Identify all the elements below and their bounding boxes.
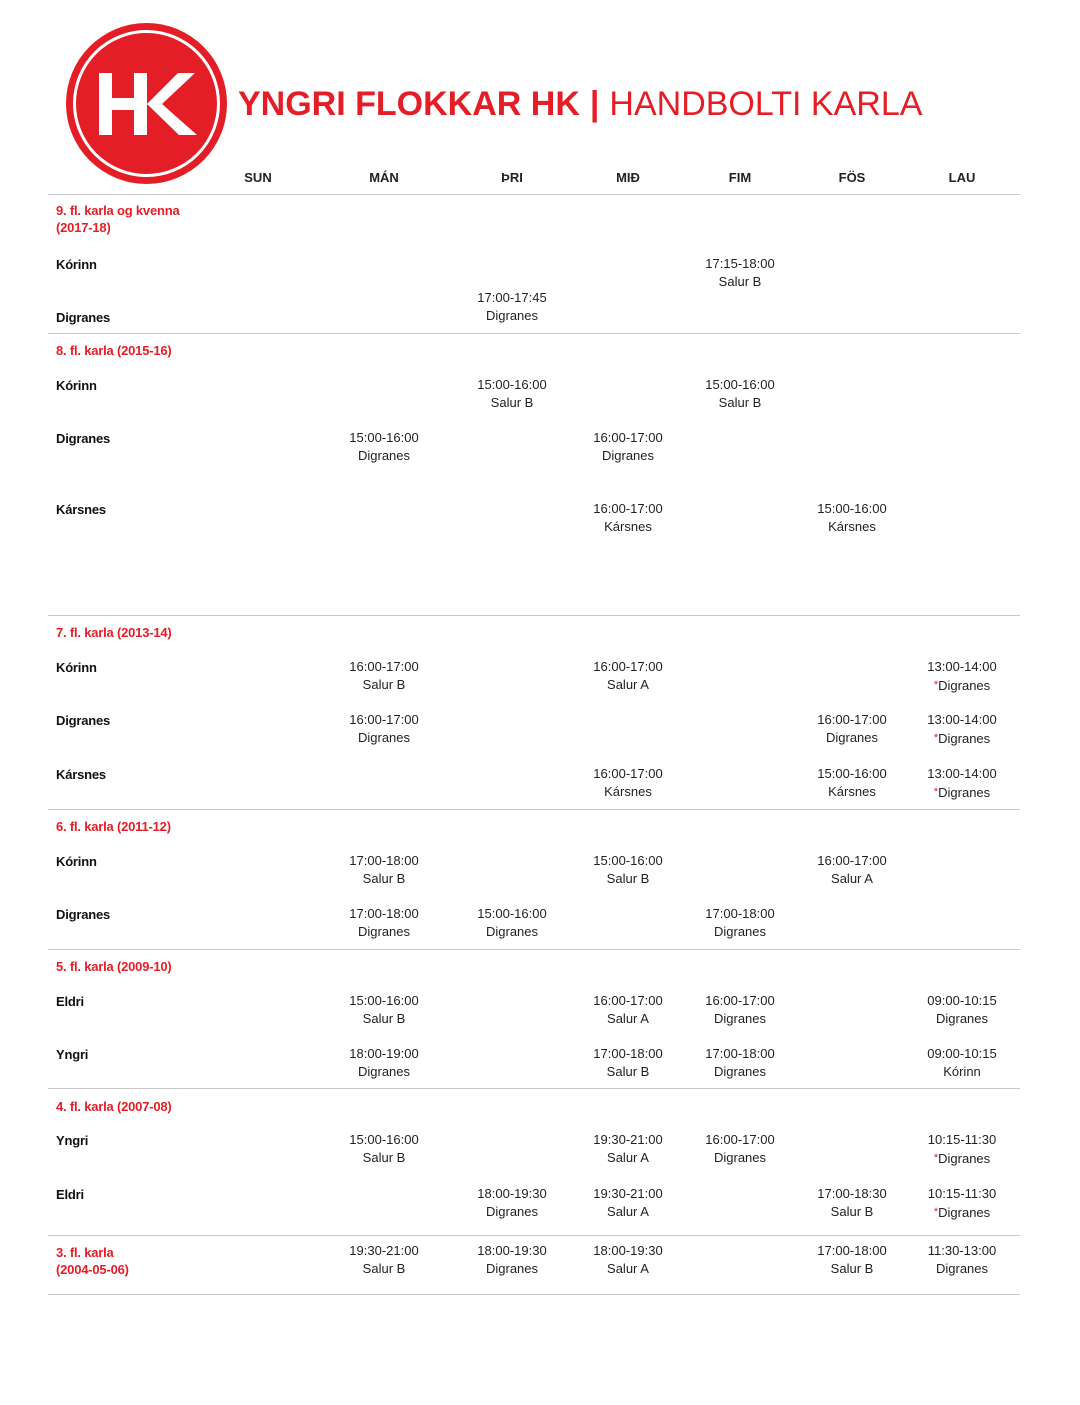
time-slot [319,711,449,747]
slot-place [897,676,1027,695]
slot-place [897,1063,1027,1081]
slot-place [563,447,693,465]
group-title-line: 6. fl. karla (2011-12) [56,819,171,834]
slot-place-text: Salur B [606,1064,650,1079]
slot-place-text: Salur B [362,1011,406,1026]
slot-place-text: Digranes [485,924,539,939]
location-label: Kársnes [56,767,106,782]
slot-time: 11:30-13:00 [927,1243,997,1258]
slot-time: 17:00-18:00 [349,906,419,921]
slot-time: 15:00-16:00 [705,377,775,392]
time-slot [563,765,693,801]
slot-time: 10:15-11:30 [927,1186,997,1201]
slot-place-text: Digranes [938,1151,991,1166]
asterisk-mark: * [933,1152,939,1164]
slot-place [675,394,805,412]
slot-place [447,923,577,941]
slot-place [319,870,449,888]
section-rule [48,1294,1020,1295]
time-slot [563,429,693,465]
location-label: Digranes [56,907,111,922]
slot-place-text: Digranes [485,308,539,323]
slot-place-text: Salur A [607,1261,649,1276]
slot-place-text: Digranes [485,1204,539,1219]
slot-place-text: Salur B [362,1150,406,1165]
group-title [56,202,180,236]
asterisk-mark: * [933,679,939,691]
slot-time: 16:00-17:00 [705,1132,775,1147]
group-title-line: 9. fl. karla og kvenna [56,203,180,218]
slot-time: 10:15-11:30 [927,1132,997,1147]
section-rule [48,1088,1020,1089]
time-slot [319,429,449,465]
slot-time: 13:00-14:00 [927,659,997,674]
slot-place-text: Kársnes [828,519,876,534]
slot-time: 17:00-18:00 [349,853,419,868]
slot-time: 16:00-17:00 [593,659,663,674]
location-label: Yngri [56,1133,89,1148]
time-slot [563,992,693,1028]
slot-place [675,923,805,941]
time-slot [447,905,577,941]
slot-place-text: Digranes [938,785,991,800]
day-header-thri: ÞRI [501,170,523,185]
slot-time: 16:00-17:00 [817,712,887,727]
slot-place [675,1149,805,1167]
slot-time: 18:00-19:00 [349,1046,419,1061]
asterisk-mark: * [933,1206,939,1218]
time-slot [897,765,1027,802]
slot-time: 17:00-18:00 [817,1243,887,1258]
location-label: Digranes [56,713,111,728]
day-header-fim: FIM [728,170,752,185]
time-slot [897,1242,1027,1278]
slot-place-text: Kársnes [828,784,876,799]
location-label: Digranes [56,431,111,446]
time-slot [563,1242,693,1278]
slot-place [787,518,917,536]
title-separator: | [589,85,600,123]
slot-place-text: Salur A [831,871,873,886]
time-slot [319,1045,449,1081]
section-rule [48,1235,1020,1236]
slot-place-text: Digranes [357,924,411,939]
slot-time: 15:00-16:00 [817,766,887,781]
slot-place [897,1203,1027,1222]
slot-time: 15:00-16:00 [593,853,663,868]
slot-place [447,1203,577,1221]
section-rule [48,333,1020,334]
slot-place-text: Kórinn [943,1064,981,1079]
time-slot [675,255,805,291]
time-slot [319,905,449,941]
slot-time: 17:00-18:00 [705,1046,775,1061]
slot-place-text: Digranes [357,1064,411,1079]
slot-place-text: Kársnes [604,519,652,534]
slot-place [563,1260,693,1278]
slot-time: 17:15-18:00 [705,256,775,271]
slot-place-text: Salur B [830,1204,874,1219]
location-label: Kórinn [56,854,97,869]
title-light: HANDBOLTI KARLA [609,85,923,123]
slot-place [897,1010,1027,1028]
slot-time: 16:00-17:00 [593,430,663,445]
header-rule [48,194,1020,195]
group-title-line: 7. fl. karla (2013-14) [56,625,172,640]
time-slot [897,1131,1027,1168]
slot-time: 19:30-21:00 [349,1243,419,1258]
slot-place [675,273,805,291]
slot-place [675,1010,805,1028]
slot-place-text: Digranes [713,1150,767,1165]
time-slot [675,905,805,941]
slot-place [897,783,1027,802]
slot-place [319,923,449,941]
title-bold: YNGRI FLOKKAR HK [238,85,580,123]
slot-time: 19:30-21:00 [593,1132,663,1147]
slot-place [897,1149,1027,1168]
slot-time: 17:00-18:00 [593,1046,663,1061]
time-slot [447,376,577,412]
group-title [56,1098,172,1115]
slot-time: 13:00-14:00 [927,766,997,781]
time-slot [787,500,917,536]
time-slot [897,992,1027,1028]
slot-time: 17:00-18:30 [817,1186,887,1201]
slot-place [897,1260,1027,1278]
slot-place-text: Salur B [830,1261,874,1276]
time-slot [563,658,693,694]
location-label: Eldri [56,994,84,1009]
slot-place [319,447,449,465]
group-title [56,342,172,359]
slot-place-text: Digranes [825,730,879,745]
slot-time: 09:00-10:15 [927,993,997,1008]
section-rule [48,809,1020,810]
slot-place-text: Salur B [362,871,406,886]
slot-time: 18:00-19:30 [477,1243,547,1258]
time-slot [897,1045,1027,1081]
slot-place [563,1063,693,1081]
time-slot [563,500,693,536]
day-header-mid: MIÐ [616,170,640,185]
slot-place-text: Digranes [713,1011,767,1026]
group-title-line: (2004-05-06) [56,1262,129,1277]
slot-place-text: Salur A [607,1150,649,1165]
slot-time: 15:00-16:00 [349,993,419,1008]
time-slot [675,1131,805,1167]
time-slot [447,1242,577,1278]
time-slot [675,1045,805,1081]
slot-time: 15:00-16:00 [477,377,547,392]
time-slot [447,1185,577,1221]
slot-place-text: Salur B [606,871,650,886]
slot-place-text: Digranes [935,1261,989,1276]
slot-place-text: Salur B [718,395,762,410]
time-slot [319,658,449,694]
slot-place [447,307,577,325]
group-title-line: 5. fl. karla (2009-10) [56,959,172,974]
page-title [238,82,922,126]
hk-logo [66,23,227,184]
slot-place-text: Digranes [601,448,655,463]
slot-time: 09:00-10:15 [927,1046,997,1061]
slot-place-text: Salur A [607,1011,649,1026]
group-title-line: 3. fl. karla [56,1245,114,1260]
group-title [56,958,172,975]
slot-time: 16:00-17:00 [593,993,663,1008]
day-header-fos: FÖS [838,170,866,185]
slot-place-text: Digranes [938,731,991,746]
slot-place-text: Salur A [607,677,649,692]
time-slot [563,1131,693,1167]
slot-place-text: Digranes [357,448,411,463]
time-slot [675,992,805,1028]
slot-time: 16:00-17:00 [817,853,887,868]
day-header-sun: SUN [244,170,272,185]
slot-place [675,1063,805,1081]
slot-place [319,1149,449,1167]
slot-time: 16:00-17:00 [349,712,419,727]
slot-place [319,1063,449,1081]
slot-place [897,729,1027,748]
logo-hk-letters [66,23,227,184]
slot-time: 16:00-17:00 [349,659,419,674]
slot-place-text: Salur B [718,274,762,289]
slot-place-text: Salur A [607,1204,649,1219]
location-label: Digranes [56,310,111,325]
slot-place-text: Salur B [362,677,406,692]
slot-place [447,1260,577,1278]
group-title [56,818,171,835]
slot-time: 17:00-17:45 [477,290,547,305]
slot-place [563,1203,693,1221]
group-title-line: (2017-18) [56,220,111,235]
time-slot [319,1242,449,1278]
group-title-line: 4. fl. karla (2007-08) [56,1099,172,1114]
slot-place [563,1149,693,1167]
time-slot [897,711,1027,748]
slot-place [447,394,577,412]
slot-time: 16:00-17:00 [593,501,663,516]
time-slot [897,658,1027,695]
slot-time: 13:00-14:00 [927,712,997,727]
slot-place-text: Digranes [485,1261,539,1276]
time-slot [675,376,805,412]
slot-place [563,518,693,536]
time-slot [563,1185,693,1221]
slot-time: 19:30-21:00 [593,1186,663,1201]
slot-time: 17:00-18:00 [705,906,775,921]
location-label: Kórinn [56,660,97,675]
slot-time: 15:00-16:00 [349,430,419,445]
time-slot [563,852,693,888]
group-title [56,624,172,641]
slot-place-text: Digranes [938,678,991,693]
slot-time: 18:00-19:30 [477,1186,547,1201]
location-label: Kórinn [56,378,97,393]
section-rule [48,615,1020,616]
slot-place-text: Digranes [935,1011,989,1026]
asterisk-mark: * [933,732,939,744]
time-slot [319,992,449,1028]
location-label: Kársnes [56,502,106,517]
time-slot [447,289,577,325]
slot-time: 16:00-17:00 [705,993,775,1008]
slot-place [319,729,449,747]
slot-time: 15:00-16:00 [817,501,887,516]
asterisk-mark: * [933,786,939,798]
slot-place [563,870,693,888]
time-slot [897,1185,1027,1222]
slot-place-text: Digranes [938,1205,991,1220]
time-slot [319,1131,449,1167]
day-header-lau: LAU [948,170,976,185]
slot-place-text: Digranes [713,924,767,939]
slot-place [319,676,449,694]
location-label: Kórinn [56,257,97,272]
time-slot [563,1045,693,1081]
slot-place-text: Salur B [362,1261,406,1276]
group-title [56,1244,129,1278]
slot-time: 15:00-16:00 [349,1132,419,1147]
location-label: Eldri [56,1187,84,1202]
location-label: Yngri [56,1047,89,1062]
slot-time: 16:00-17:00 [593,766,663,781]
slot-place [319,1260,449,1278]
slot-place-text: Salur B [490,395,534,410]
group-title-line: 8. fl. karla (2015-16) [56,343,172,358]
day-header-man: MÁN [369,170,399,185]
slot-place-text: Kársnes [604,784,652,799]
slot-place [563,676,693,694]
slot-time: 15:00-16:00 [477,906,547,921]
slot-place [563,1010,693,1028]
slot-place-text: Digranes [357,730,411,745]
slot-time: 18:00-19:30 [593,1243,663,1258]
time-slot [787,852,917,888]
time-slot [319,852,449,888]
section-rule [48,949,1020,950]
slot-place [787,870,917,888]
slot-place [319,1010,449,1028]
slot-place-text: Digranes [713,1064,767,1079]
slot-place [563,783,693,801]
